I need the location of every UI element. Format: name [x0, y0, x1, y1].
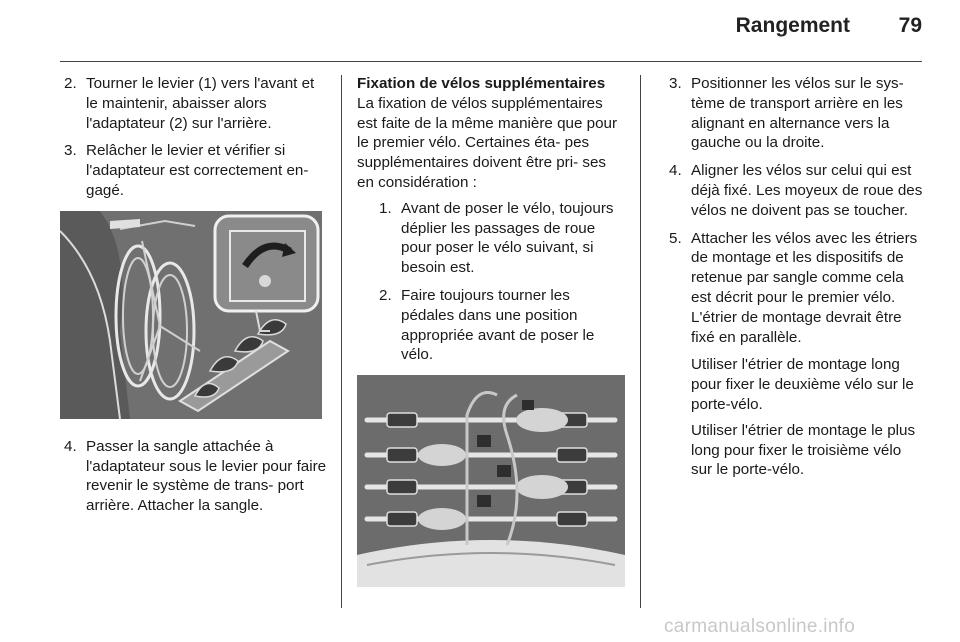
list-item-4: [60, 437, 328, 516]
column-divider-1: [341, 75, 342, 608]
bike-carrier-illustration: [60, 211, 322, 419]
list-item-2: [375, 286, 625, 365]
bikes-top-view-drawing: [357, 375, 625, 587]
list-number: 1.: [379, 199, 392, 217]
list-item-2: [60, 74, 328, 133]
list-item-5: [665, 229, 925, 348]
list-item-1: [375, 199, 625, 278]
list-number: 4.: [669, 162, 682, 180]
list-number: 5.: [669, 229, 682, 247]
list-number: 2.: [379, 286, 392, 304]
intro-paragraph: La fixation de vélos supplémentaires est faite de la même manière que pour le premier vélo. Certaines éta- pes supplémentaires doivent être pri- ses en considération :: [357, 94, 618, 191]
note-paragraph-2: Utiliser l'étrier de montage le plus long pour fixer le troisième vélo sur le porte-vélo.: [691, 421, 916, 479]
list-text: Avant de poser le vélo, toujours déplier les passages de roue pour poser le vélo suivant, si besoin est.: [401, 199, 614, 277]
list-number: 3.: [64, 142, 77, 160]
bike-carrier-drawing: [60, 211, 322, 419]
list-number: 2.: [64, 75, 77, 92]
note-paragraph-1: Utiliser l'étrier de montage long pour fixer le deuxième vélo sur le porte-vélo.: [691, 356, 914, 413]
list-text: Aligner les vélos sur celui qui est déjà fixé. Les moyeux de roue des vélos ne doivent pas se toucher.: [691, 162, 923, 219]
column-3: [665, 74, 925, 480]
column-1: [60, 74, 328, 524]
list-text: Attacher les vélos avec les étriers de montage et les dispositifs de retenue par sangle comme cela est décrit pour le premier vélo. L'étrier de montage devrait être fixé en parallèle.: [691, 229, 918, 346]
watermark: carmanualsonline.info: [664, 616, 856, 637]
running-header-title: Rangement: [735, 14, 850, 37]
list-number: 3.: [669, 75, 682, 92]
page-number: 79: [898, 14, 922, 37]
list-text: Faire toujours tourner les pédales dans une position appropriée avant de poser le vélo.: [401, 286, 595, 364]
bikes-top-view-illustration: [357, 375, 625, 587]
list-text: Relâcher le levier et vérifier si l'adaptateur est correctement en- gagé.: [86, 142, 309, 199]
list-item-3: [60, 141, 328, 200]
list-text: Passer la sangle attachée à l'adaptateur sous le levier pour faire revenir le système de trans- port arrière. Attacher la sangle.: [86, 437, 327, 515]
header-divider: [60, 61, 922, 62]
list-item-3: [665, 74, 925, 153]
list-number: 4.: [64, 437, 77, 455]
list-text: Positionner les vélos sur le sys- tème de transport arrière en les alignant en alternance vers la gauche ou la droite.: [691, 75, 904, 152]
column-divider-2: [640, 75, 641, 608]
list-item-4: [665, 161, 925, 220]
section-heading: Fixation de vélos supplémentaires: [357, 75, 606, 92]
list-text: Tourner le levier (1) vers l'avant et le maintenir, abaisser alors l'adaptateur (2) sur l'arrière.: [86, 75, 315, 132]
column-2: [357, 74, 625, 587]
